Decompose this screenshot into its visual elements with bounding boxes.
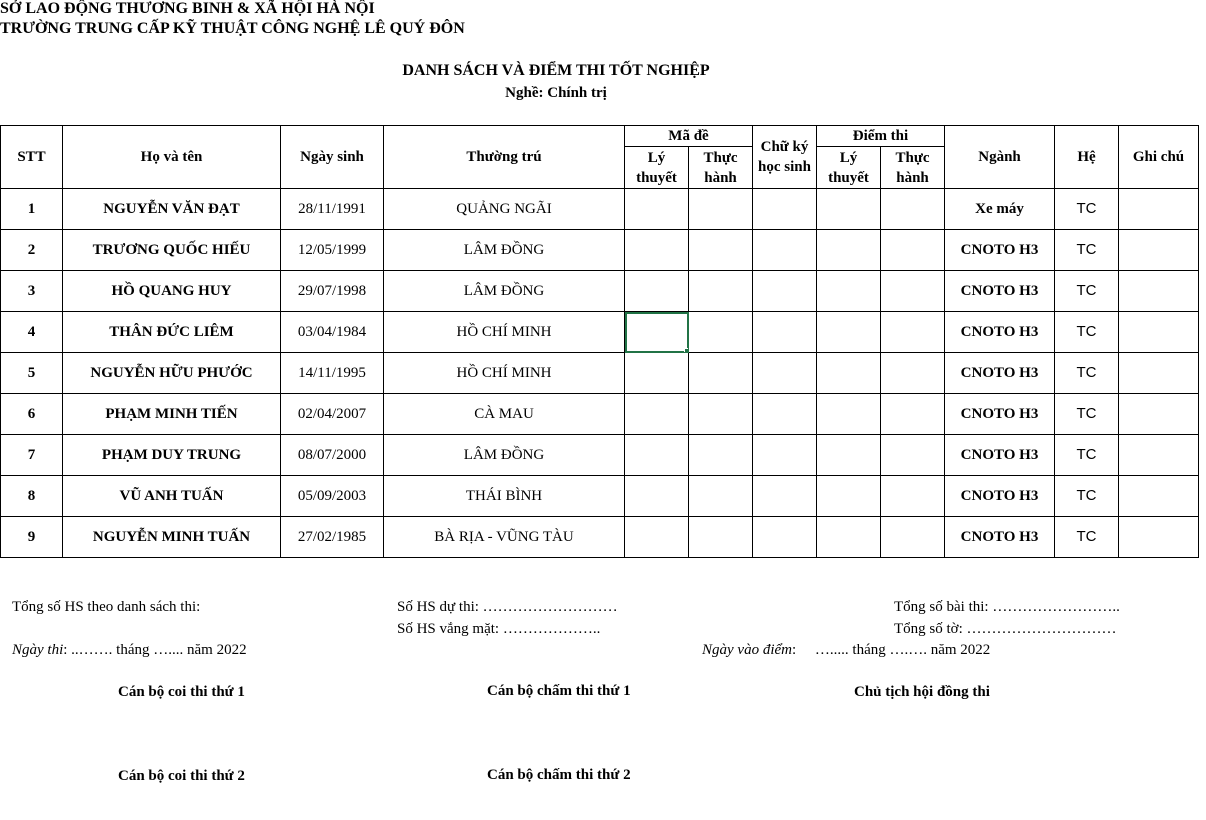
cell-major[interactable]: CNOTO H3: [945, 435, 1055, 476]
proctor-2-title: Cán bộ coi thi thứ 2: [118, 768, 245, 784]
school-name: TRƯỜNG TRUNG CẤP KỸ THUẬT CÔNG NGHỆ LÊ QUÝ ĐÔN: [0, 20, 465, 37]
cell-code-theory[interactable]: [625, 517, 689, 558]
table-row: [1, 476, 1199, 517]
header-score-practice-line2: hành: [896, 169, 929, 186]
cell-score-practice[interactable]: [881, 435, 945, 476]
cell-code-theory[interactable]: [625, 435, 689, 476]
cell-signature[interactable]: [753, 394, 817, 435]
cell-system[interactable]: TC: [1055, 271, 1119, 312]
cell-signature[interactable]: [753, 353, 817, 394]
cell-score-practice[interactable]: [881, 476, 945, 517]
header-score-theory-line1: Lý: [839, 149, 858, 166]
cell-residence[interactable]: HỒ CHÍ MINH: [384, 312, 625, 353]
cell-system[interactable]: TC: [1055, 435, 1119, 476]
exam-date-value: : ..……. tháng ….... năm 2022: [63, 642, 247, 658]
cell-score-practice[interactable]: [881, 394, 945, 435]
proctor-1-title: Cán bộ coi thi thứ 1: [118, 684, 245, 700]
header-code-theory-line2: thuyết: [636, 169, 677, 186]
cell-dob[interactable]: 02/04/2007: [281, 394, 384, 435]
cell-system[interactable]: TC: [1055, 517, 1119, 558]
cell-notes[interactable]: [1119, 230, 1199, 271]
department-name: SỞ LAO ĐỘNG THƯƠNG BINH & XÃ HỘI HÀ NỘI: [0, 0, 375, 17]
cell-system[interactable]: TC: [1055, 476, 1119, 517]
cell-major[interactable]: CNOTO H3: [945, 271, 1055, 312]
cell-code-theory[interactable]: [625, 476, 689, 517]
cell-score-theory[interactable]: [817, 353, 881, 394]
cell-name[interactable]: HỒ QUANG HUY: [63, 271, 281, 312]
cell-name[interactable]: PHẠM DUY TRUNG: [63, 435, 281, 476]
student-table: [0, 125, 1199, 558]
entry-date-label: Ngày vào điểm: [702, 642, 792, 658]
cell-code-practice[interactable]: [689, 435, 753, 476]
table-row: [1, 230, 1199, 271]
cell-score-theory[interactable]: [817, 476, 881, 517]
cell-notes[interactable]: [1119, 394, 1199, 435]
cell-code-theory[interactable]: [625, 189, 689, 230]
table-row: [1, 353, 1199, 394]
header-system[interactable]: Hệ: [1055, 126, 1119, 189]
cell-notes[interactable]: [1119, 435, 1199, 476]
cell-system[interactable]: TC: [1055, 189, 1119, 230]
selected-cell[interactable]: [625, 312, 689, 353]
cell-stt[interactable]: 2: [1, 230, 63, 271]
table-row: [1, 517, 1199, 558]
cell-system[interactable]: TC: [1055, 394, 1119, 435]
cell-name[interactable]: THÂN ĐỨC LIÊM: [63, 312, 281, 353]
cell-code-practice[interactable]: [689, 353, 753, 394]
table-row: [1, 189, 1199, 230]
absent-count: Số HS vắng mặt: ………………..: [397, 621, 601, 637]
page-title: DANH SÁCH VÀ ĐIỂM THI TỐT NGHIỆP: [402, 62, 710, 79]
cell-signature[interactable]: [753, 230, 817, 271]
cell-dob[interactable]: 12/05/1999: [281, 230, 384, 271]
cell-code-practice[interactable]: [689, 230, 753, 271]
cell-code-theory[interactable]: [625, 394, 689, 435]
cell-score-theory[interactable]: [817, 435, 881, 476]
cell-residence[interactable]: CÀ MAU: [384, 394, 625, 435]
total-listed-label: Tổng số HS theo danh sách thi:: [12, 599, 201, 615]
cell-signature[interactable]: [753, 517, 817, 558]
cell-score-theory[interactable]: [817, 517, 881, 558]
cell-stt[interactable]: 6: [1, 394, 63, 435]
header-signature[interactable]: [753, 126, 817, 189]
table-row: [1, 435, 1199, 476]
chair-title: Chủ tịch hội đồng thi: [854, 684, 990, 700]
cell-score-theory[interactable]: [817, 394, 881, 435]
header-stt[interactable]: STT: [1, 126, 63, 189]
cell-dob[interactable]: 03/04/1984: [281, 312, 384, 353]
cell-code-theory[interactable]: [625, 230, 689, 271]
header-score-practice[interactable]: [881, 147, 945, 189]
header-score-theory-line2: thuyết: [828, 169, 869, 186]
cell-score-practice[interactable]: [881, 230, 945, 271]
header-notes[interactable]: Ghi chú: [1119, 126, 1199, 189]
header-scores[interactable]: Điểm thi: [817, 126, 945, 147]
cell-stt[interactable]: 7: [1, 435, 63, 476]
cell-dob[interactable]: 08/07/2000: [281, 435, 384, 476]
cell-signature[interactable]: [753, 476, 817, 517]
table-row: [1, 271, 1199, 312]
cell-score-practice[interactable]: [881, 271, 945, 312]
header-name[interactable]: Họ và tên: [63, 126, 281, 189]
exam-date: [12, 642, 247, 659]
entry-date-value: : …..... tháng ….…. năm 2022: [791, 642, 991, 658]
cell-score-theory[interactable]: [817, 312, 881, 353]
cell-name[interactable]: VŨ ANH TUẤN: [63, 476, 281, 517]
cell-stt[interactable]: 4: [1, 312, 63, 353]
cell-residence[interactable]: LÂM ĐỒNG: [384, 230, 625, 271]
cell-major[interactable]: CNOTO H3: [945, 517, 1055, 558]
cell-code-practice[interactable]: [689, 189, 753, 230]
cell-stt[interactable]: 9: [1, 517, 63, 558]
cell-dob[interactable]: 28/11/1991: [281, 189, 384, 230]
cell-residence[interactable]: BÀ RỊA - VŨNG TÀU: [384, 517, 625, 558]
cell-code-theory[interactable]: [625, 353, 689, 394]
cell-name[interactable]: NGUYỄN VĂN ĐẠT: [63, 189, 281, 230]
cell-system[interactable]: TC: [1055, 230, 1119, 271]
table-row: [1, 312, 1199, 353]
cell-score-practice[interactable]: [881, 517, 945, 558]
cell-notes[interactable]: [1119, 353, 1199, 394]
cell-dob[interactable]: 27/02/1985: [281, 517, 384, 558]
total-sheets: Tổng số tờ: …………………………: [894, 621, 1117, 637]
cell-system[interactable]: TC: [1055, 312, 1119, 353]
cell-major[interactable]: CNOTO H3: [945, 353, 1055, 394]
cell-notes[interactable]: [1119, 312, 1199, 353]
cell-name[interactable]: NGUYỄN HỮU PHƯỚC: [63, 353, 281, 394]
cell-residence[interactable]: LÂM ĐỒNG: [384, 435, 625, 476]
header-code-practice[interactable]: [689, 147, 753, 189]
header-score-theory[interactable]: [817, 147, 881, 189]
cell-notes[interactable]: [1119, 189, 1199, 230]
header-code-practice-line1: Thực: [703, 149, 738, 166]
cell-stt[interactable]: 3: [1, 271, 63, 312]
exam-date-label: Ngày thi: [12, 642, 64, 658]
cell-score-theory[interactable]: [817, 230, 881, 271]
cell-notes[interactable]: [1119, 476, 1199, 517]
cell-name[interactable]: NGUYỄN MINH TUẤN: [63, 517, 281, 558]
total-papers: Tổng số bài thi: ……………………..: [894, 599, 1120, 615]
entry-date: [702, 642, 990, 659]
cell-dob[interactable]: 29/07/1998: [281, 271, 384, 312]
header-code-theory[interactable]: [625, 147, 689, 189]
cell-major[interactable]: CNOTO H3: [945, 394, 1055, 435]
cell-signature[interactable]: [753, 435, 817, 476]
fill-handle[interactable]: [684, 348, 689, 353]
cell-major[interactable]: CNOTO H3: [945, 312, 1055, 353]
cell-residence[interactable]: QUẢNG NGÃI: [384, 189, 625, 230]
cell-score-practice[interactable]: [881, 189, 945, 230]
attended-count: Số HS dự thi: ………………………: [397, 599, 618, 615]
cell-dob[interactable]: 14/11/1995: [281, 353, 384, 394]
cell-signature[interactable]: [753, 271, 817, 312]
grader-1-title: Cán bộ chấm thi thứ 1: [487, 683, 631, 699]
header-signature-line2: học sinh: [758, 159, 811, 175]
cell-score-theory[interactable]: [817, 271, 881, 312]
cell-code-practice[interactable]: [689, 271, 753, 312]
cell-code-practice[interactable]: [689, 476, 753, 517]
header-exam-code[interactable]: Mã đề: [625, 126, 753, 147]
cell-code-practice[interactable]: [689, 517, 753, 558]
grader-2-title: Cán bộ chấm thi thứ 2: [487, 767, 631, 783]
header-score-practice-line1: Thực: [895, 149, 930, 166]
cell-dob[interactable]: 05/09/2003: [281, 476, 384, 517]
cell-residence[interactable]: THÁI BÌNH: [384, 476, 625, 517]
header-signature-line1: Chữ ký: [760, 139, 809, 155]
cell-code-theory[interactable]: [625, 271, 689, 312]
cell-stt[interactable]: 5: [1, 353, 63, 394]
header-dob[interactable]: Ngày sinh: [281, 126, 384, 189]
page-subtitle: Nghề: Chính trị: [505, 85, 607, 101]
cell-notes[interactable]: [1119, 517, 1199, 558]
cell-score-practice[interactable]: [881, 312, 945, 353]
cell-score-theory[interactable]: [817, 189, 881, 230]
cell-residence[interactable]: LÂM ĐỒNG: [384, 271, 625, 312]
cell-score-practice[interactable]: [881, 353, 945, 394]
cell-notes[interactable]: [1119, 271, 1199, 312]
header-residence[interactable]: Thường trú: [384, 126, 625, 189]
cell-residence[interactable]: HỒ CHÍ MINH: [384, 353, 625, 394]
cell-code-practice[interactable]: [689, 394, 753, 435]
header-major[interactable]: Ngành: [945, 126, 1055, 189]
cell-major[interactable]: CNOTO H3: [945, 476, 1055, 517]
cell-signature[interactable]: [753, 312, 817, 353]
cell-system[interactable]: TC: [1055, 353, 1119, 394]
cell-name[interactable]: TRƯƠNG QUỐC HIẾU: [63, 230, 281, 271]
cell-code-practice[interactable]: [689, 312, 753, 353]
cell-name[interactable]: PHẠM MINH TIẾN: [63, 394, 281, 435]
table-row: [1, 394, 1199, 435]
header-code-practice-line2: hành: [704, 169, 737, 186]
cell-major[interactable]: CNOTO H3: [945, 230, 1055, 271]
cell-signature[interactable]: [753, 189, 817, 230]
cell-major[interactable]: Xe máy: [945, 189, 1055, 230]
cell-stt[interactable]: 8: [1, 476, 63, 517]
cell-stt[interactable]: 1: [1, 189, 63, 230]
header-code-theory-line1: Lý: [647, 149, 666, 166]
